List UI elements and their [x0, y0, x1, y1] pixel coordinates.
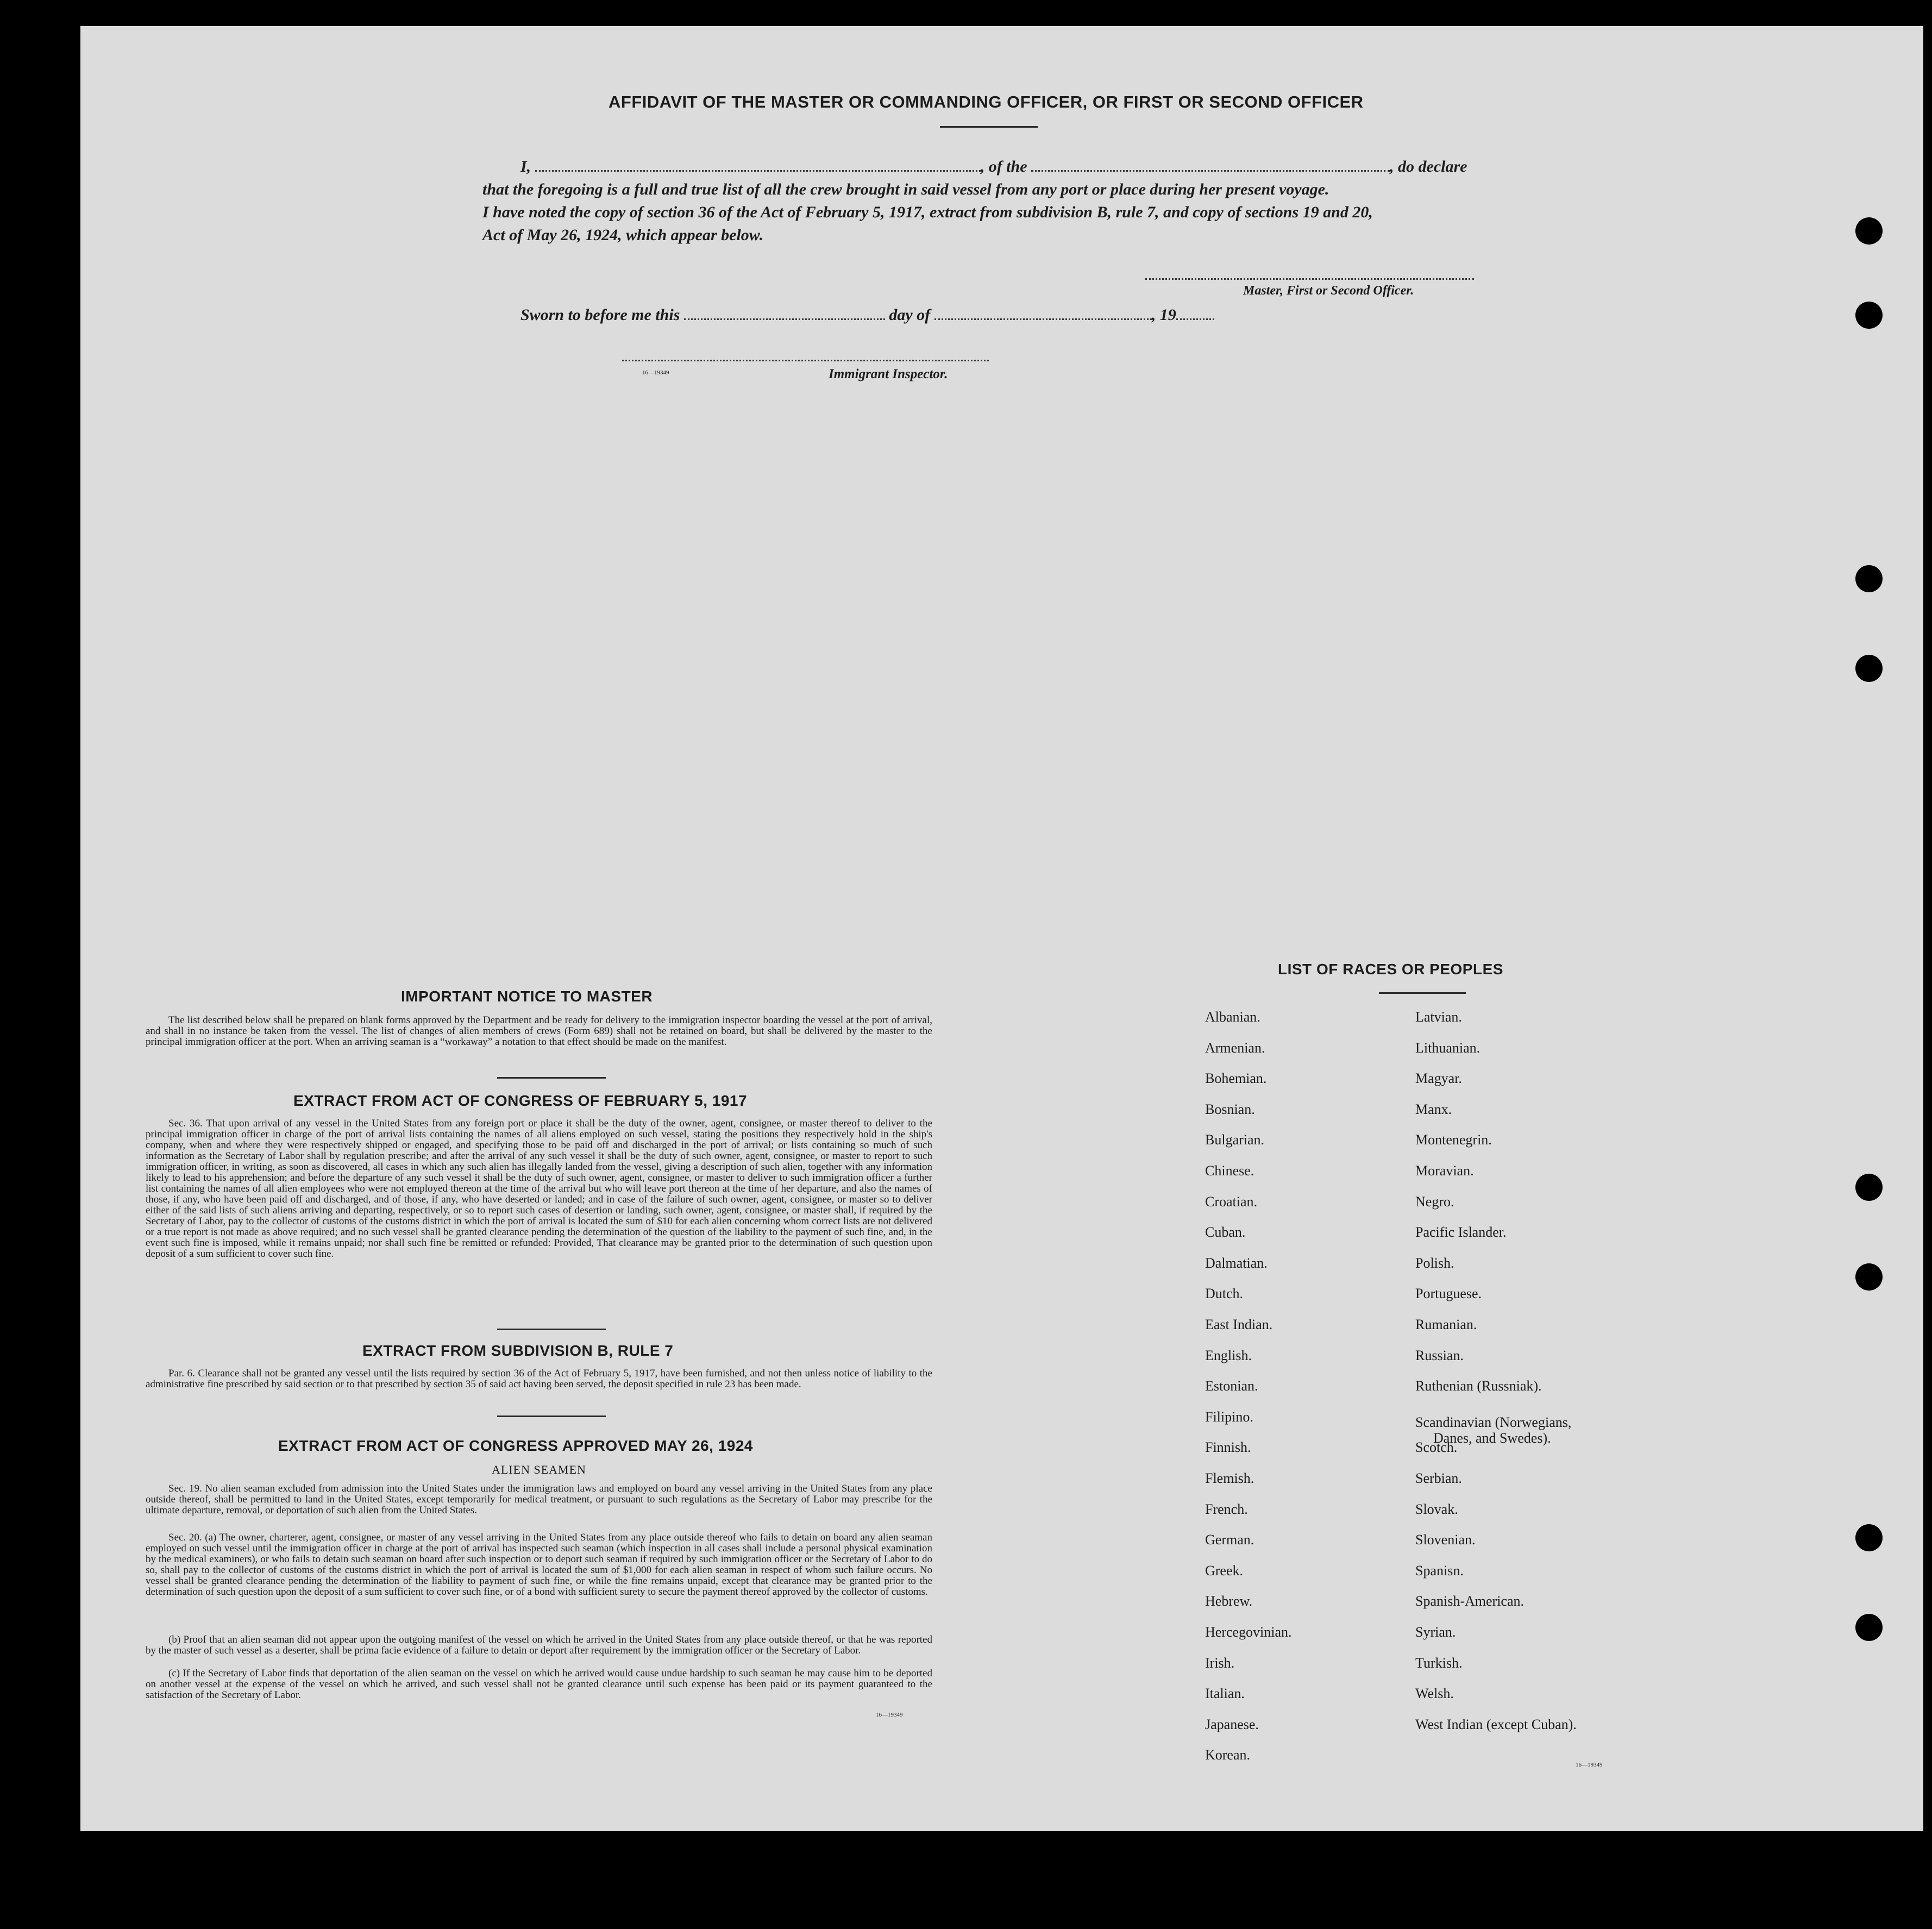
race-item: East Indian.	[1205, 1317, 1273, 1332]
day-of-label: day of	[889, 306, 931, 324]
year-label: , 19	[1151, 306, 1176, 324]
punch-hole	[1855, 1263, 1883, 1291]
affidavit-line1	[520, 158, 1467, 176]
race-item: Italian.	[1205, 1686, 1245, 1702]
races-rule	[1379, 992, 1466, 994]
section-rule	[497, 1329, 606, 1330]
race-item: Estonian.	[1205, 1378, 1258, 1394]
vessel-name-field[interactable]	[1031, 170, 1390, 172]
affidavit-line3: I have noted the copy of section 36 of the Act of February 5, 1917, extract from subdivision B, rule 7, and copy of sections 19 and 20,	[482, 203, 1373, 221]
race-item: Dutch.	[1205, 1286, 1244, 1302]
race-item: Scandinavian (Norwegians,	[1415, 1414, 1572, 1430]
affidavit-title: AFFIDAVIT OF THE MASTER OR COMMANDING OFFICER, OR FIRST OR SECOND OFFICER	[609, 92, 1364, 111]
form-number-top: 16—19349	[642, 369, 669, 376]
race-item: Serbian.	[1415, 1470, 1462, 1486]
race-item: Greek.	[1205, 1562, 1244, 1579]
race-item: Irish.	[1205, 1655, 1235, 1671]
master-caption: Master, First or Second Officer.	[1243, 284, 1414, 298]
race-item: Albanian.	[1205, 1009, 1260, 1025]
race-item: Filipino.	[1205, 1408, 1253, 1425]
race-item: Scotch.	[1415, 1439, 1458, 1456]
race-item: West Indian (except Cuban).	[1415, 1716, 1577, 1732]
race-item: Hercegovinian.	[1205, 1624, 1292, 1640]
sworn-month-field[interactable]	[934, 318, 1152, 320]
rule7-body: Par. 6. Clearance shall not be granted any vessel until the lists required by section 36 of the Act of February 5, 1917, have been furnished, and not then unless notice of liability to the administrative fine prescribed by said section or to that prescribed by section 35 of said act having been served, the deposit specified in rule 23 has been made.	[146, 1368, 932, 1390]
sec20b-body: (b) Proof that an alien seaman did not appear upon the outgoing manifest of the vessel on which he arrived in the United States from any place outside thereof, or that he was reported by the master of such vessel as a deserter, shall be prima facie evidence of a failure to detain or deport after requirement by the immigration officer or the Secretary of Labor.	[146, 1634, 932, 1656]
race-item: Pacific Islander.	[1415, 1224, 1507, 1241]
race-item: Danes, and Swedes).	[1433, 1430, 1551, 1446]
punch-hole	[1855, 1614, 1883, 1641]
race-item: Armenian.	[1205, 1039, 1265, 1056]
sworn-line	[520, 306, 1214, 324]
punch-hole	[1855, 565, 1883, 592]
race-item: Ruthenian (Russniak).	[1415, 1378, 1542, 1394]
race-item: Welsh.	[1415, 1686, 1454, 1702]
title-rule	[940, 126, 1038, 128]
race-item: Finnish.	[1205, 1439, 1251, 1456]
section-rule	[497, 1416, 606, 1417]
affidavit-line4: Act of May 26, 1924, which appear below.	[482, 226, 764, 244]
inspector-signature-field[interactable]	[622, 360, 989, 361]
alien-seamen-subtitle: ALIEN SEAMEN	[492, 1463, 586, 1476]
race-item: Rumanian.	[1415, 1317, 1477, 1332]
races-title: LIST OF RACES OR PEOPLES	[1278, 961, 1503, 978]
punch-hole	[1855, 217, 1883, 245]
declarant-label: I,	[520, 158, 531, 176]
race-item: Chinese.	[1205, 1163, 1254, 1179]
sworn-year-field[interactable]	[1176, 318, 1214, 320]
race-item: Latvian.	[1415, 1009, 1462, 1025]
declarant-name-field[interactable]	[535, 170, 981, 172]
race-item: Russian.	[1415, 1347, 1464, 1363]
race-item: Slovak.	[1415, 1501, 1458, 1517]
inspector-caption: Immigrant Inspector.	[829, 367, 948, 381]
punch-hole	[1855, 302, 1883, 329]
race-item: Croatian.	[1205, 1193, 1258, 1210]
notice-body: The list described below shall be prepared on blank forms approved by the Department and be ready for delivery to the immigration inspector boarding the vessel at the port of arrival, and shall in no instance be taken from the vessel. The list of changes of alien members of crews (Form 689) shall not be retained on board, but shall be delivered by the master to the principal immigration officer at the port. When an arriving seaman is a “workaway” a notation to that effect should be made on the manifest.	[146, 1014, 932, 1048]
race-item: Bulgarian.	[1205, 1132, 1265, 1148]
notice-title: IMPORTANT NOTICE TO MASTER	[401, 988, 653, 1005]
punch-hole	[1855, 1174, 1883, 1201]
sec20a-body: Sec. 20. (a) The owner, charterer, agent, consignee, or master of any vessel arriving in the United States from any place outside thereof who fails to detain on board any alien seaman employed on such vessel until the immigration officer in charge at the port of arrival has inspected such seaman (which inspection in all cases shall include a personal physical examination by the medical examiners), or who fails to detain such seaman on board after such inspection or to deport such seaman if required by such immigration officer or the Secretary of Labor to do so, shall pay to the collector of customs of the customs district in which the port of arrival is located the sum of $1,000 for each alien seaman in respect of whom such failure occurs. No vessel shall be granted clearance pending the determination of the liability to payment of such fine, or while the fine remains unpaid, except that clearance may be granted prior to the determination of such question upon the deposit of a sum sufficient to cover such fine, or of a bond with sufficient surety to secure the payment thereof approved by the collector of customs.	[146, 1532, 932, 1598]
declare-label: , do declare	[1390, 158, 1467, 176]
race-item: Negro.	[1415, 1193, 1454, 1210]
race-item: Syrian.	[1415, 1624, 1456, 1640]
master-signature-field[interactable]	[1145, 278, 1474, 280]
race-item: Flemish.	[1205, 1470, 1254, 1486]
race-item: German.	[1205, 1532, 1254, 1548]
race-item: Dalmatian.	[1205, 1255, 1268, 1271]
extract-1924-title: EXTRACT FROM ACT OF CONGRESS APPROVED MAY 26, 1924	[278, 1437, 753, 1454]
race-item: Hebrew.	[1205, 1593, 1253, 1609]
punch-hole	[1855, 655, 1883, 682]
sec20c-body: (c) If the Secretary of Labor finds that deportation of the alien seaman on the vessel on which he arrived would cause undue hardship to such seaman he may cause him to be deported on another vessel at the expense of the vessel on which he arrived, and such vessel shall not be granted clearance until such expense has been paid or its payment guaranteed to the satisfaction of the Secretary of Labor.	[146, 1668, 932, 1701]
race-item: Moravian.	[1415, 1163, 1474, 1179]
affidavit-line2: that the foregoing is a full and true list of all the crew brought in said vessel from any port or place during her present voyage.	[482, 180, 1329, 198]
section-rule	[497, 1077, 606, 1079]
race-item: Korean.	[1205, 1747, 1251, 1763]
extract-1917-body: Sec. 36. That upon arrival of any vessel in the United States from any foreign port or place it shall be the duty of the owner, agent, consignee, or master thereof to deliver to the principal immigration officer in charge of the port of arrival lists containing the names of all aliens employed on such vessel, stating the positions they respectively hold in the ship's company, when and where they were respectively shipped or engaged, and specifying those to be paid off and discharged in the port of arrival; or lists containing so much of such information as the Secretary of Labor shall by regulation prescribe; and after the arrival of any such vessel it shall be the duty of such owner, agent, consignee, or master to report to such immigration officer, in writing, as soon as discovered, all cases in which any such alien has illegally landed from the vessel, giving a description of such alien, together with any information likely to lead to his apprehension; and before the departure of any such vessel it shall be the duty of such owner, agent, consignee, or master to deliver to such immigration officer a further list containing the names of all alien employees who were not employed thereon at the time of the arrival but who will leave port thereon at the time of her departure, and also the names of those, if any, who have been paid off and discharged, and of those, if any, who have deserted or landed; and in case of the failure of such owner, agent, consignee, or master so to deliver either of the said lists of such aliens arriving and departing, respectively, or so to report such cases of desertion or landing, such owner, agent, consignee, or master shall, if required by the Secretary of Labor, pay to the collector of customs of the customs district in which the port of arrival is located the sum of $10 for each alien concerning whom correct lists are not delivered or a true report is not made as above required; and no such vessel shall be granted clearance pending the determination of the question of the liability to the payment of such fine, and, in the event such fine is imposed, while it remains unpaid; nor shall such fine be remitted or refunded: Provided, That clearance may be granted prior to the determination of such question upon deposit of a sum sufficient to cover such fine.	[146, 1118, 932, 1260]
race-item: Polish.	[1415, 1255, 1454, 1271]
race-item: French.	[1205, 1501, 1248, 1517]
race-item: Spanisn.	[1415, 1562, 1464, 1579]
race-item: Magyar.	[1415, 1070, 1462, 1087]
race-item: Bosnian.	[1205, 1101, 1255, 1117]
race-item: Bohemian.	[1205, 1070, 1267, 1087]
race-item: Montenegrin.	[1415, 1132, 1492, 1148]
race-item: English.	[1205, 1347, 1252, 1363]
race-item: Turkish.	[1415, 1655, 1463, 1671]
race-item: Cuban.	[1205, 1224, 1246, 1241]
sworn-label: Sworn to before me this	[520, 306, 680, 324]
sec19-body: Sec. 19. No alien seaman excluded from admission into the United States under the immigration laws and employed on board any vessel arriving in the United States from any place outside thereof, shall be permitted to land in the United States, except temporarily for medical treatment, or pursuant to such regulations as the Secretary of Labor may prescribe for the ultimate departure, removal, or deportation of such alien from the United States.	[146, 1483, 932, 1516]
rule7-title: EXTRACT FROM SUBDIVISION B, RULE 7	[362, 1342, 674, 1359]
race-item: Portuguese.	[1415, 1286, 1482, 1302]
of-the-label: , of the	[980, 158, 1027, 176]
race-item: Slovenian.	[1415, 1532, 1476, 1548]
punch-hole	[1855, 1524, 1883, 1551]
race-item: Spanish-American.	[1415, 1593, 1525, 1609]
form-number-left: 16—19349	[876, 1712, 903, 1718]
extract-1917-title: EXTRACT FROM ACT OF CONGRESS OF FEBRUARY 5, 1917	[293, 1092, 748, 1109]
form-number-right: 16—19349	[1576, 1762, 1603, 1768]
race-item: Lithuanian.	[1415, 1039, 1481, 1056]
sworn-day-field[interactable]	[684, 318, 885, 320]
race-item: Manx.	[1415, 1101, 1452, 1117]
race-item: Japanese.	[1205, 1716, 1259, 1732]
